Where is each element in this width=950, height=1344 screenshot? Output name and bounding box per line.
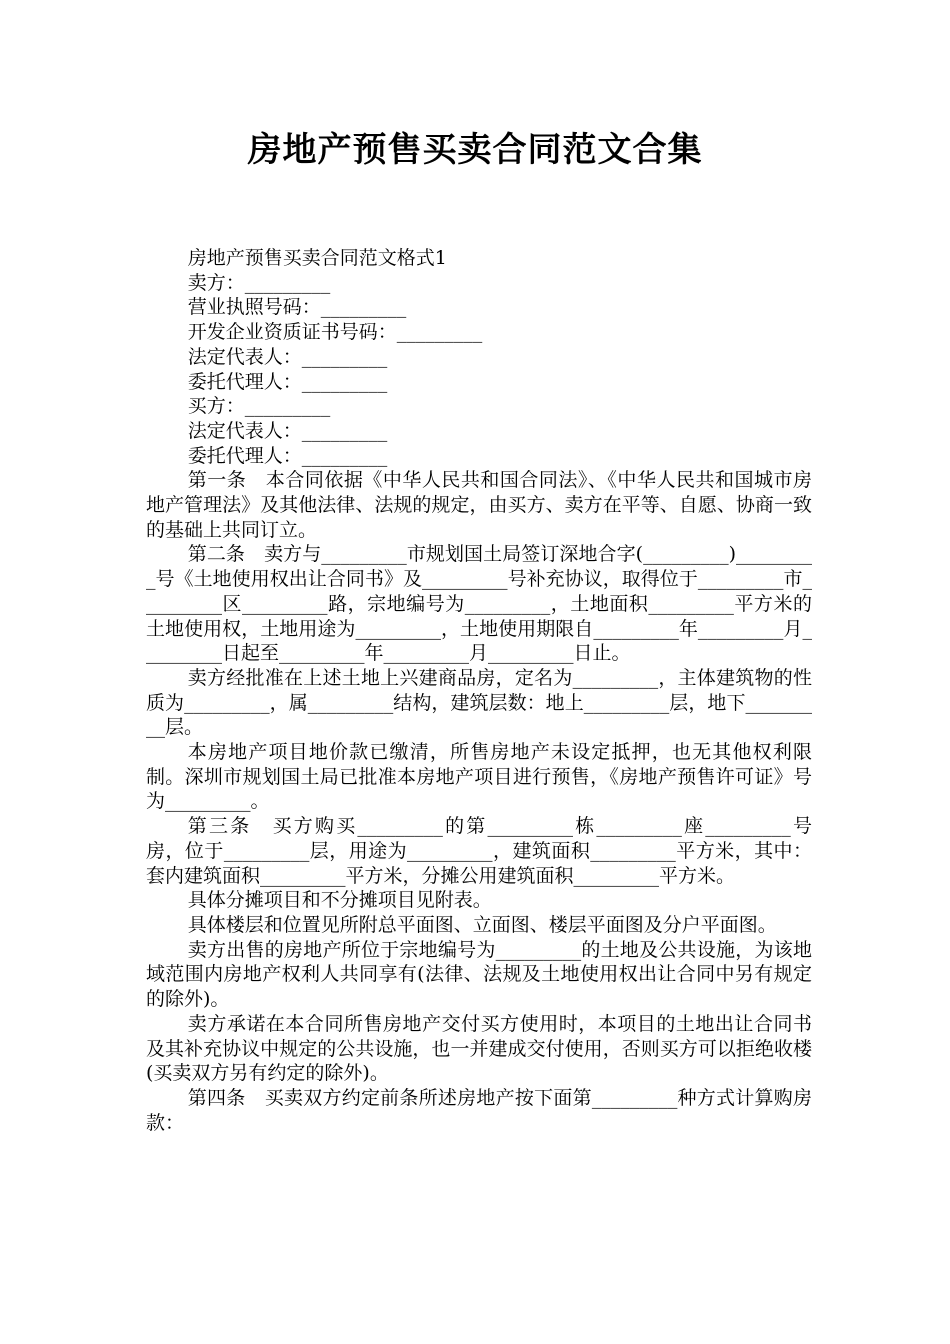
article-3-floor-plan-paragraph: 具体楼层和位置见所附总平面图、立面图、楼层平面图及分户平面图。 bbox=[187, 913, 777, 936]
buyer-legal-representative-field: 法定代表人：_________ bbox=[187, 419, 388, 442]
article-2: 第二条 卖方与_________市规划国土局签订深地合字(_________)_________号《土地使用权出让合同书》及_________号补充协议，取得位于_________市_________区_________路，宗地编号为_________，土地面积_________平方米的土地使用权，土地用途为_________，土地使用期限自_________年_________月_________日起至_________年_________月_________日止。 bbox=[146, 543, 812, 665]
article-3-shared-items-paragraph: 具体分摊项目和不分摊项目见附表。 bbox=[187, 889, 492, 912]
section-heading: 房地产预售买卖合同范文格式1 bbox=[187, 247, 447, 269]
document-body bbox=[146, 246, 812, 1135]
seller-field: 卖方：_________ bbox=[187, 271, 331, 294]
article-4: 第四条 买卖双方约定前条所述房地产按下面第_________种方式计算购房款： bbox=[146, 1086, 812, 1134]
article-3-public-facilities-paragraph: 卖方出售的房地产所位于宗地编号为_________的土地及公共设施，为该地域范围内房地产权利人共同享有(法律、法规及土地使用权出让合同中另有规定的除外)。 bbox=[146, 938, 812, 1011]
article-3-seller-commitment-paragraph: 卖方承诺在本合同所售房地产交付买方使用时，本项目的土地出让合同书及其补充协议中规定的公共设施，也一并建成交付使用，否则买方可以拒绝收楼(买卖双方另有约定的除外)。 bbox=[146, 1012, 812, 1085]
article-3: 第三条 买方购买_________的第_________栋_________座_________号房，位于_________层，用途为_________，建筑面积_________平方米，其中：套内建筑面积_________平方米，分摊公用建筑面积_________平方米。 bbox=[146, 815, 812, 887]
article-1: 第一条 本合同依据《中华人民共和国合同法》、《中华人民共和国城市房地产管理法》及其他法律、法规的规定，由买方、卖方在平等、自愿、协商一致的基础上共同订立。 bbox=[146, 469, 812, 541]
seller-legal-representative-field: 法定代表人：_________ bbox=[187, 345, 388, 368]
article-2-land-price-paragraph: 本房地产项目地价款已缴清，所售房地产未设定抵押，也无其他权利限制。深圳市规划国土局已批准本房地产项目进行预售，《房地产预售许可证》号为_________。 bbox=[146, 741, 812, 813]
article-2-building-paragraph: 卖方经批准在上述土地上兴建商品房，定名为_________，主体建筑物的性质为_________，属_________结构，建筑层数：地上_________层，地下_________层。 bbox=[146, 666, 812, 739]
buyer-field: 买方：_________ bbox=[187, 395, 331, 418]
business-license-field: 营业执照号码：_________ bbox=[187, 296, 407, 319]
buyer-agent-field: 委托代理人：_________ bbox=[187, 444, 388, 467]
document-title: 房地产预售买卖合同范文合集 bbox=[247, 130, 703, 170]
seller-agent-field: 委托代理人：_________ bbox=[187, 370, 388, 393]
qualification-certificate-field: 开发企业资质证书号码：_________ bbox=[187, 321, 483, 344]
